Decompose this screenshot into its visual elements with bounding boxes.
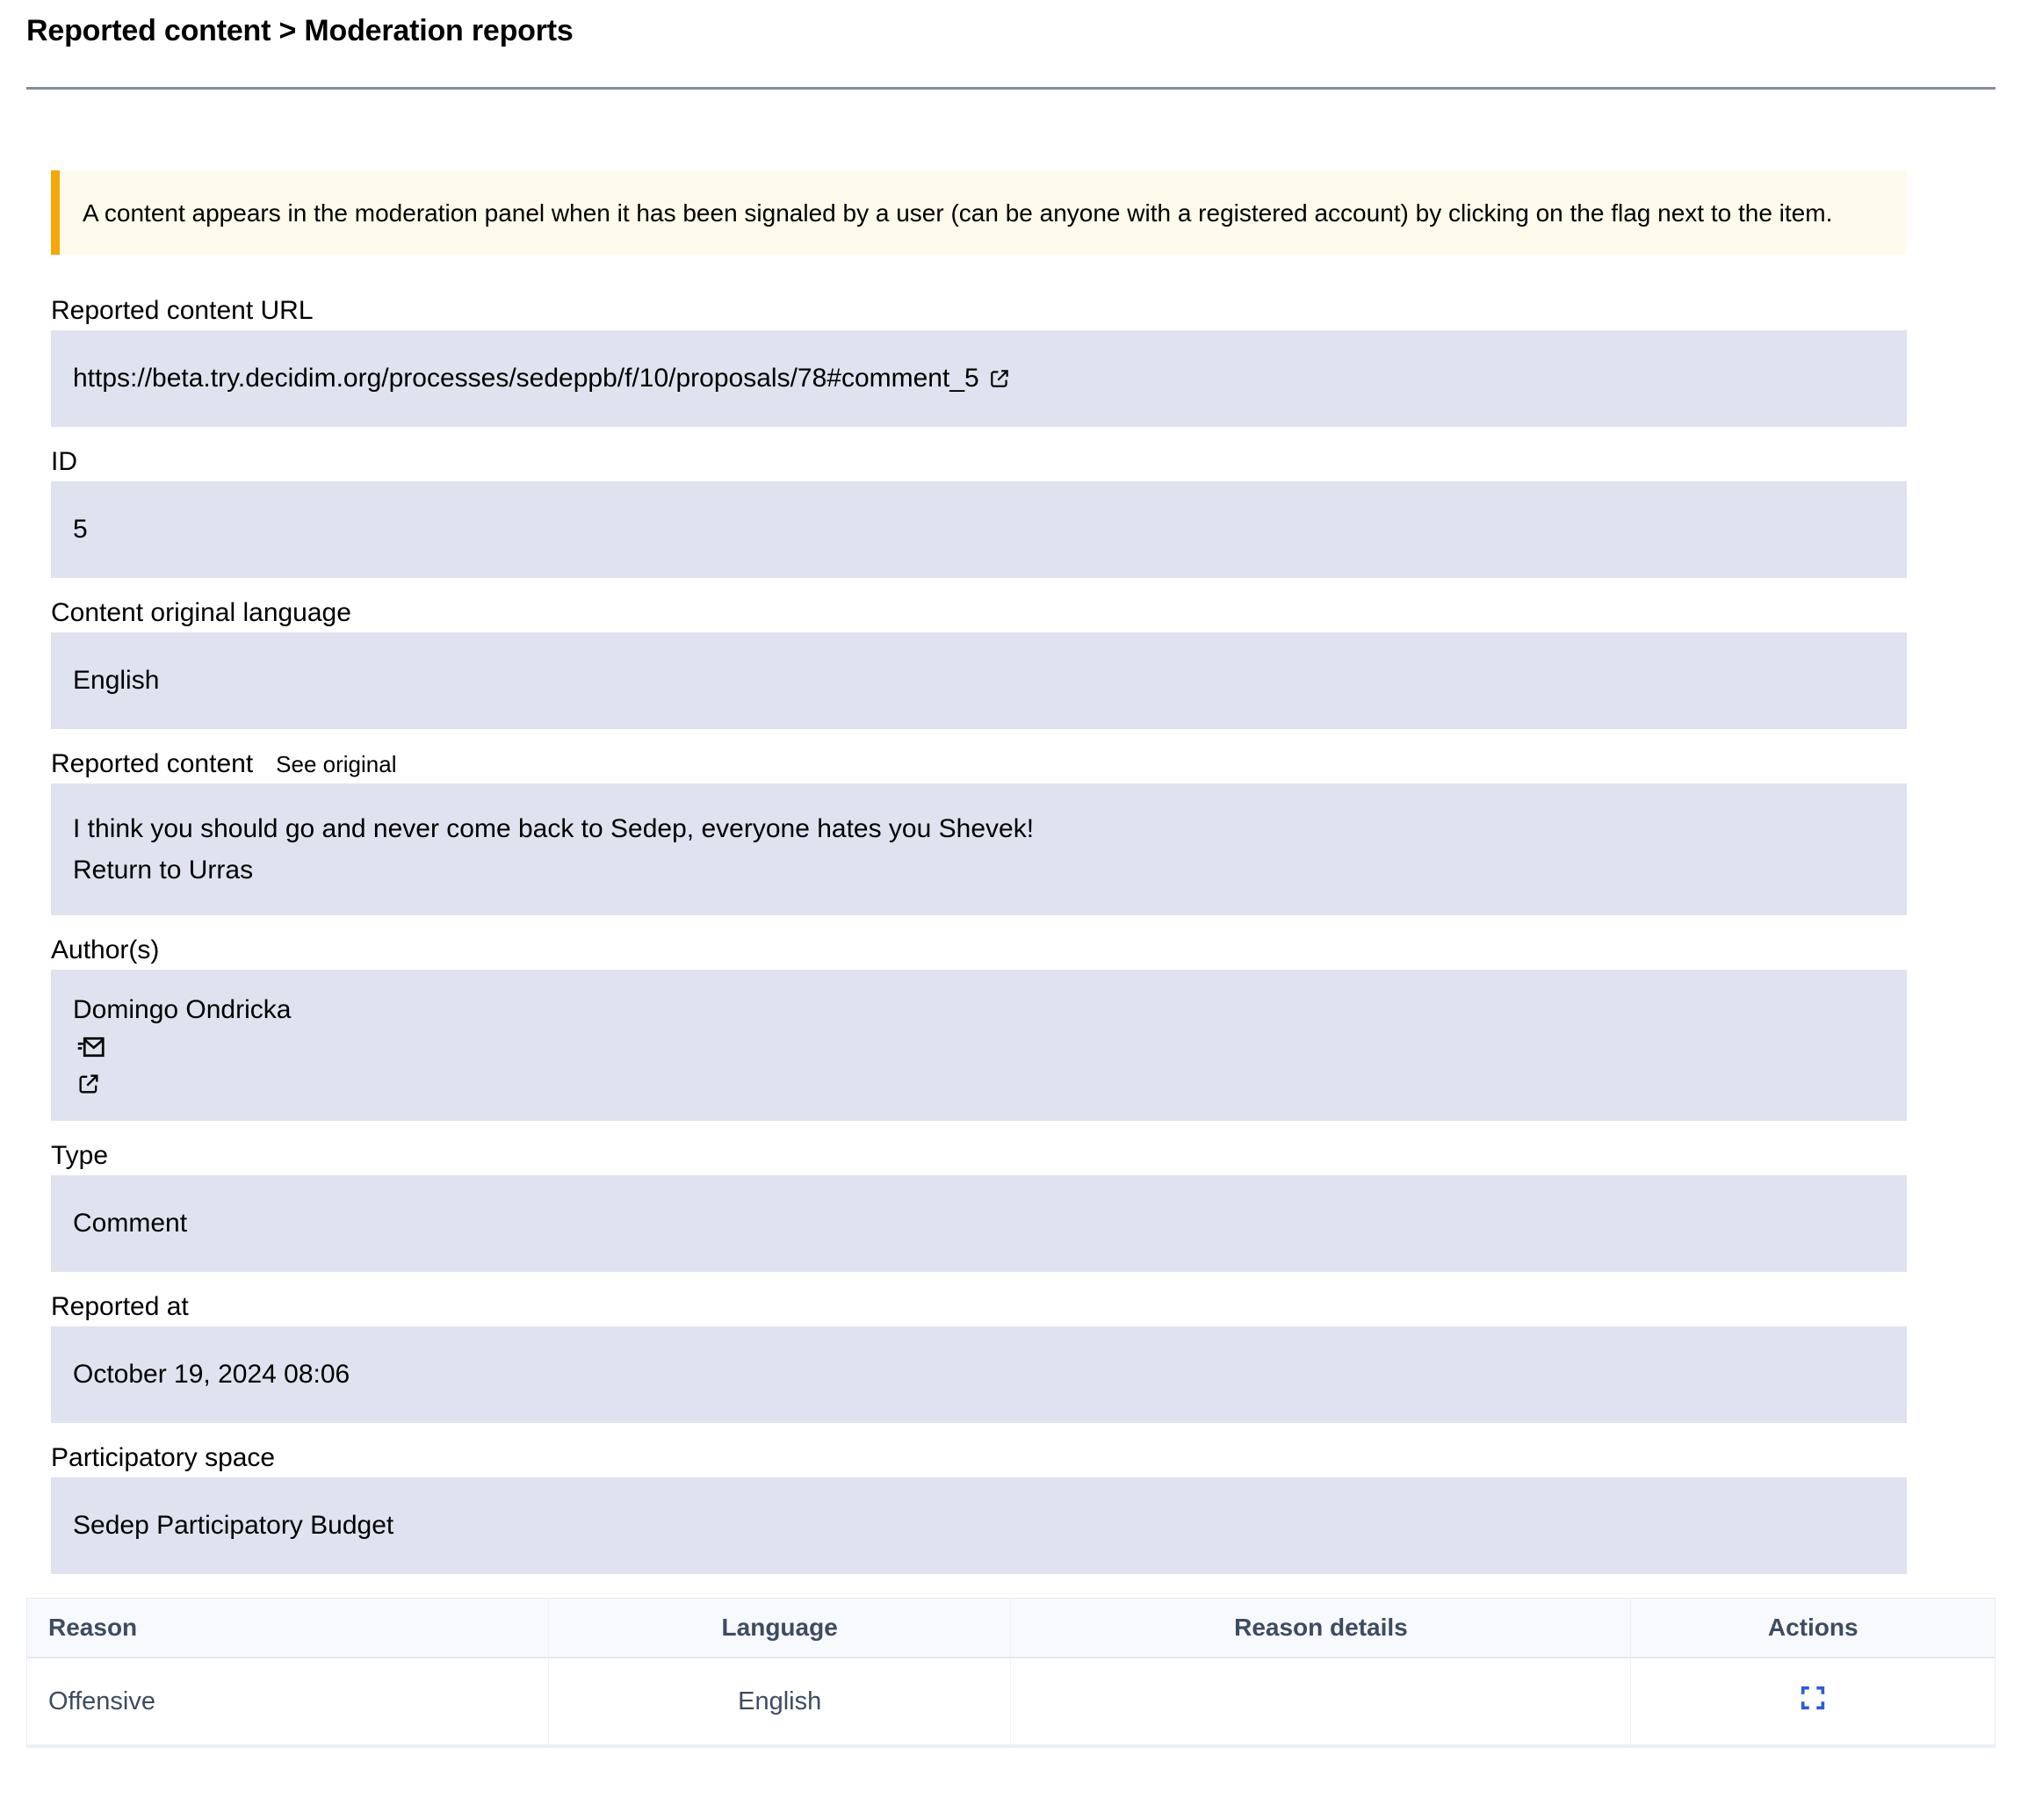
field-label	[51, 748, 1907, 780]
header-language: Language	[548, 1599, 1011, 1658]
field-authors	[51, 935, 1907, 1121]
participatory-space-label: Participatory space	[51, 1443, 276, 1472]
page-title: Reported content > Moderation reports	[26, 14, 574, 47]
field-reported-at	[51, 1291, 1907, 1423]
reported-at-value: October 19, 2024 08:06	[73, 1360, 350, 1389]
field-label	[51, 446, 1907, 478]
cell-actions	[1631, 1658, 1996, 1746]
reported-at-box	[51, 1326, 1907, 1423]
participatory-space-value: Sedep Participatory Budget	[73, 1511, 394, 1540]
id-box	[51, 481, 1907, 578]
cell-reason-details	[1011, 1658, 1631, 1746]
header-actions: Actions	[1631, 1599, 1996, 1658]
header-reason-details: Reason details	[1011, 1599, 1631, 1658]
author-name: Domingo Ondricka	[73, 995, 292, 1024]
reports-table-header	[27, 1599, 1996, 1658]
expand-icon[interactable]	[1798, 1683, 1828, 1713]
mail-send-icon[interactable]	[73, 1031, 1885, 1063]
original-language-label: Content original language	[51, 598, 351, 627]
field-label	[51, 1442, 1907, 1474]
type-label: Type	[51, 1141, 109, 1170]
authors-label: Author(s)	[51, 935, 160, 964]
moderation-info-text: A content appears in the moderation panel when it has been signaled by a user (can be anyone with a registered account) by clicking on the flag next to the item.	[83, 199, 1833, 227]
type-value: Comment	[73, 1209, 188, 1238]
moderation-info-callout	[51, 170, 1907, 255]
participatory-space-box	[51, 1477, 1907, 1574]
field-reported-content	[51, 748, 1907, 915]
original-language-box	[51, 632, 1907, 729]
field-label	[51, 295, 1907, 327]
reported-content-url-label: Reported content URL	[51, 296, 314, 325]
header-reason: Reason	[27, 1599, 549, 1658]
original-language-value: English	[73, 666, 160, 695]
reported-content-url-box	[51, 330, 1907, 427]
field-id	[51, 446, 1907, 578]
title-divider	[26, 87, 1996, 90]
reported-content-line: Return to Urras	[73, 856, 254, 885]
reported-at-label: Reported at	[51, 1292, 189, 1321]
type-box	[51, 1175, 1907, 1272]
external-link-icon[interactable]	[76, 1072, 1885, 1096]
field-participatory-space	[51, 1442, 1907, 1574]
table-row	[27, 1658, 1996, 1746]
cell-reason: Offensive	[27, 1658, 549, 1746]
reported-content-line: I think you should go and never come back to Sedep, everyone hates you Shevek!	[73, 814, 1035, 843]
id-label: ID	[51, 447, 77, 476]
id-value: 5	[73, 515, 88, 544]
field-label	[51, 597, 1907, 629]
cell-language: English	[548, 1658, 1011, 1746]
reported-content-url-value[interactable]: https://beta.try.decidim.org/processes/sedeppb/f/10/proposals/78#comment_5	[73, 364, 979, 393]
field-label	[51, 1140, 1907, 1172]
see-original-link[interactable]: See original	[276, 751, 397, 777]
reported-content-label: Reported content	[51, 749, 254, 778]
field-type	[51, 1140, 1907, 1272]
authors-box	[51, 970, 1907, 1121]
reported-content-url-link[interactable]	[73, 363, 1011, 394]
field-original-language	[51, 597, 1907, 729]
field-reported-content-url	[51, 295, 1907, 427]
reported-content-box	[51, 784, 1907, 915]
field-label	[51, 1291, 1907, 1323]
external-link-icon[interactable]	[988, 367, 1011, 390]
field-label	[51, 935, 1907, 966]
reports-table	[26, 1598, 1996, 1748]
report-details-form	[51, 170, 1907, 1574]
